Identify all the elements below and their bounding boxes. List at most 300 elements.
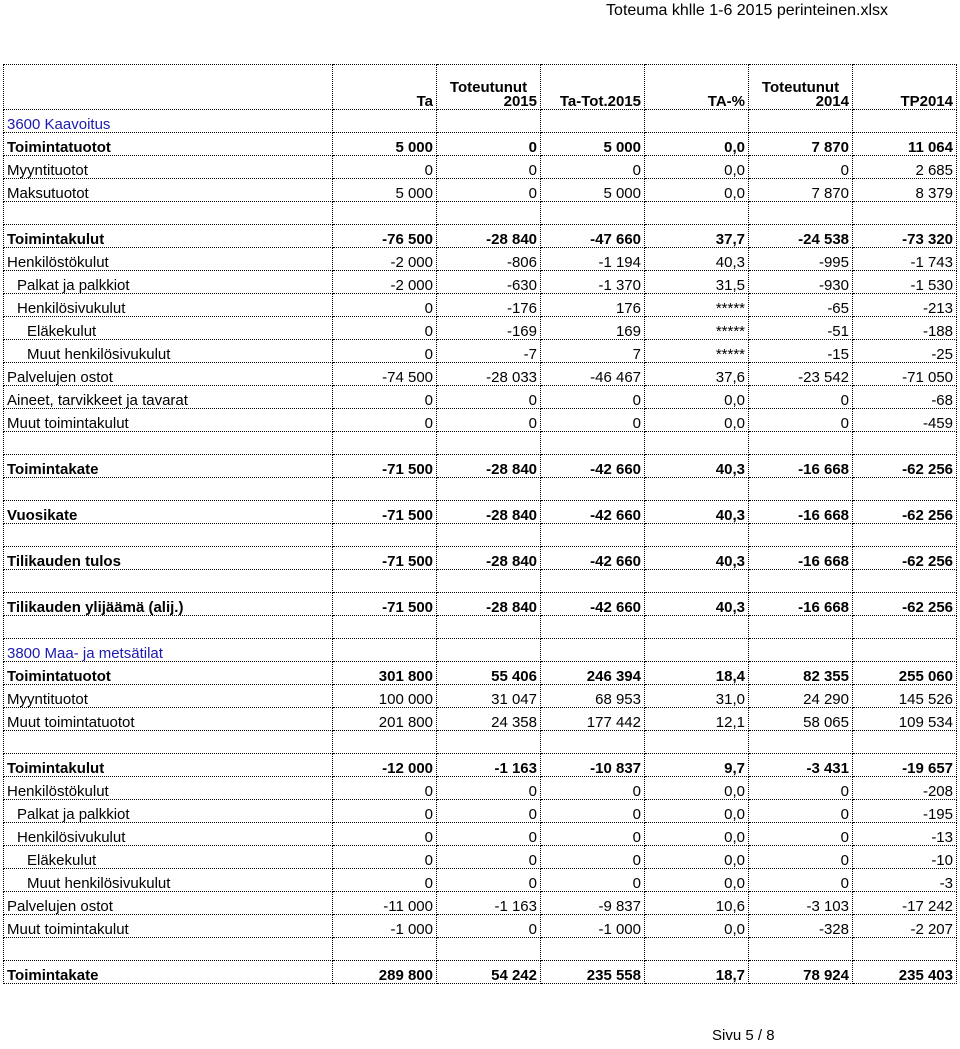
cell-ta-tot: -42 660: [541, 501, 645, 524]
cell-toteutunut-2014: [749, 616, 853, 639]
cell-ta-percent: 0,0: [645, 777, 749, 800]
cell-tp2014: [853, 570, 957, 593]
table-row: [4, 363, 957, 386]
spacer-row: [4, 478, 957, 501]
cell-toteutunut-2014: -930: [749, 271, 853, 294]
row-label: [4, 202, 333, 225]
cell-ta: -11 000: [333, 892, 437, 915]
row-label: Muut henkilösivukulut: [4, 869, 333, 892]
cell-ta-percent: 31,0: [645, 685, 749, 708]
cell-ta-percent: 0,0: [645, 846, 749, 869]
cell-ta-tot: [541, 524, 645, 547]
cell-ta-percent: 31,5: [645, 271, 749, 294]
cell-ta: [333, 202, 437, 225]
cell-ta: 301 800: [333, 662, 437, 685]
header-ta: [333, 65, 437, 110]
cell-tp2014: [853, 478, 957, 501]
cell-toteutunut-2014: -16 668: [749, 455, 853, 478]
cell-toteutunut-2014: [749, 639, 853, 662]
cell-tp2014: 109 534: [853, 708, 957, 731]
cell-tp2014: [853, 639, 957, 662]
cell-ta-tot: -42 660: [541, 593, 645, 616]
row-label: Palkat ja palkkiot: [4, 271, 333, 294]
cell-ta-percent: *****: [645, 340, 749, 363]
cell-toteutunut-2014: -995: [749, 248, 853, 271]
spreadsheet: [3, 64, 957, 984]
table-row: [4, 271, 957, 294]
cell-toteutunut-2015: [437, 432, 541, 455]
cell-ta: 0: [333, 156, 437, 179]
cell-tp2014: -62 256: [853, 547, 957, 570]
section-header-row: [4, 639, 957, 662]
cell-ta: -74 500: [333, 363, 437, 386]
cell-ta-tot: 0: [541, 823, 645, 846]
cell-ta-tot: -1 370: [541, 271, 645, 294]
cell-ta-percent: 18,4: [645, 662, 749, 685]
cell-ta-tot: 0: [541, 846, 645, 869]
cell-ta-percent: *****: [645, 294, 749, 317]
cell-tp2014: -17 242: [853, 892, 957, 915]
cell-tp2014: -213: [853, 294, 957, 317]
cell-toteutunut-2014: 0: [749, 800, 853, 823]
cell-ta-tot: [541, 938, 645, 961]
row-label: Palvelujen ostot: [4, 363, 333, 386]
cell-toteutunut-2014: 0: [749, 777, 853, 800]
cell-tp2014: [853, 731, 957, 754]
row-label: Henkilöstökulut: [4, 777, 333, 800]
cell-toteutunut-2015: -28 840: [437, 455, 541, 478]
table-row: [4, 708, 957, 731]
cell-toteutunut-2014: -16 668: [749, 593, 853, 616]
row-label: Myyntituotot: [4, 685, 333, 708]
cell-ta-tot: 176: [541, 294, 645, 317]
cell-tp2014: -62 256: [853, 501, 957, 524]
cell-toteutunut-2015: -1 163: [437, 754, 541, 777]
cell-tp2014: [853, 938, 957, 961]
row-label: Eläkekulut: [4, 317, 333, 340]
table-row: [4, 547, 957, 570]
cell-ta-percent: [645, 731, 749, 754]
cell-toteutunut-2015: [437, 524, 541, 547]
cell-ta: 0: [333, 294, 437, 317]
cell-ta-percent: 10,6: [645, 892, 749, 915]
cell-toteutunut-2014: -16 668: [749, 501, 853, 524]
cell-toteutunut-2015: -806: [437, 248, 541, 271]
cell-ta: [333, 432, 437, 455]
cell-tp2014: [853, 616, 957, 639]
spacer-row: [4, 570, 957, 593]
header-ta-percent: [645, 65, 749, 110]
cell-ta-percent: 40,3: [645, 547, 749, 570]
cell-ta: -1 000: [333, 915, 437, 938]
cell-ta-percent: 40,3: [645, 455, 749, 478]
cell-ta-percent: 0,0: [645, 869, 749, 892]
cell-tp2014: -195: [853, 800, 957, 823]
cell-ta: 0: [333, 409, 437, 432]
cell-ta-percent: [645, 432, 749, 455]
header-tp2014-bottom: TP2014: [900, 93, 953, 110]
cell-toteutunut-2014: -328: [749, 915, 853, 938]
cell-toteutunut-2015: -28 840: [437, 547, 541, 570]
cell-ta: -71 500: [333, 593, 437, 616]
cell-tp2014: -208: [853, 777, 957, 800]
header-toteutunut-2015-bottom: 2015: [503, 93, 537, 110]
cell-ta-percent: 40,3: [645, 501, 749, 524]
cell-toteutunut-2015: 0: [437, 133, 541, 156]
cell-ta: 5 000: [333, 179, 437, 202]
cell-toteutunut-2015: -28 840: [437, 501, 541, 524]
cell-toteutunut-2014: [749, 731, 853, 754]
cell-ta-tot: [541, 110, 645, 133]
row-label: Toimintakate: [4, 961, 333, 984]
row-label: Henkilösivukulut: [4, 294, 333, 317]
table-row: [4, 225, 957, 248]
cell-toteutunut-2014: [749, 110, 853, 133]
row-label: Muut toimintakulut: [4, 409, 333, 432]
row-label: Tilikauden ylijäämä (alij.): [4, 593, 333, 616]
table-row: [4, 593, 957, 616]
cell-ta-percent: [645, 570, 749, 593]
cell-toteutunut-2015: [437, 110, 541, 133]
cell-toteutunut-2015: 24 358: [437, 708, 541, 731]
cell-toteutunut-2014: 78 924: [749, 961, 853, 984]
row-label: Muut toimintatuotot: [4, 708, 333, 731]
cell-ta: 0: [333, 340, 437, 363]
cell-ta: -2 000: [333, 271, 437, 294]
cell-toteutunut-2015: 54 242: [437, 961, 541, 984]
table-body: [4, 110, 957, 984]
cell-ta-tot: 5 000: [541, 179, 645, 202]
cell-tp2014: [853, 432, 957, 455]
cell-ta-tot: [541, 570, 645, 593]
header-row: [4, 65, 957, 110]
cell-ta: 0: [333, 823, 437, 846]
table-row: [4, 340, 957, 363]
cell-toteutunut-2014: -3 103: [749, 892, 853, 915]
cell-toteutunut-2014: [749, 524, 853, 547]
cell-toteutunut-2014: 24 290: [749, 685, 853, 708]
table-row: [4, 800, 957, 823]
cell-ta: [333, 478, 437, 501]
cell-tp2014: 11 064: [853, 133, 957, 156]
cell-toteutunut-2014: -65: [749, 294, 853, 317]
cell-toteutunut-2014: -23 542: [749, 363, 853, 386]
cell-ta-tot: 7: [541, 340, 645, 363]
spacer-row: [4, 938, 957, 961]
row-label: Toimintakulut: [4, 754, 333, 777]
cell-toteutunut-2015: 0: [437, 179, 541, 202]
cell-ta-percent: [645, 938, 749, 961]
cell-toteutunut-2015: [437, 938, 541, 961]
cell-toteutunut-2015: 0: [437, 915, 541, 938]
cell-ta: -71 500: [333, 501, 437, 524]
cell-ta-percent: 12,1: [645, 708, 749, 731]
header-toteutunut-2015-top: Toteutunut: [449, 79, 528, 96]
cell-toteutunut-2014: 0: [749, 409, 853, 432]
row-label: Muut henkilösivukulut: [4, 340, 333, 363]
cell-toteutunut-2014: [749, 202, 853, 225]
row-label: 3600 Kaavoitus: [4, 110, 333, 133]
cell-ta: 201 800: [333, 708, 437, 731]
cell-ta: [333, 938, 437, 961]
cell-ta: [333, 524, 437, 547]
cell-toteutunut-2014: 82 355: [749, 662, 853, 685]
row-label: Tilikauden tulos: [4, 547, 333, 570]
cell-toteutunut-2014: [749, 432, 853, 455]
table-row: [4, 685, 957, 708]
row-label: [4, 432, 333, 455]
cell-ta: 0: [333, 317, 437, 340]
cell-ta-percent: 0,0: [645, 409, 749, 432]
row-label: [4, 478, 333, 501]
cell-toteutunut-2015: -1 163: [437, 892, 541, 915]
cell-tp2014: -459: [853, 409, 957, 432]
cell-ta: 289 800: [333, 961, 437, 984]
cell-ta-percent: [645, 478, 749, 501]
row-label: [4, 731, 333, 754]
cell-ta: [333, 110, 437, 133]
row-label: Toimintakulut: [4, 225, 333, 248]
cell-ta-tot: -10 837: [541, 754, 645, 777]
row-label: 3800 Maa- ja metsätilat: [4, 639, 333, 662]
cell-ta-tot: 0: [541, 156, 645, 179]
cell-ta: [333, 639, 437, 662]
cell-ta-percent: 37,6: [645, 363, 749, 386]
table-row: [4, 156, 957, 179]
cell-tp2014: -1 743: [853, 248, 957, 271]
cell-ta: 5 000: [333, 133, 437, 156]
cell-tp2014: -62 256: [853, 455, 957, 478]
header-toteutunut-2015: [437, 65, 541, 110]
cell-toteutunut-2015: [437, 731, 541, 754]
cell-ta-percent: 0,0: [645, 823, 749, 846]
row-label: Eläkekulut: [4, 846, 333, 869]
cell-tp2014: [853, 202, 957, 225]
header-ta-tot: [541, 65, 645, 110]
cell-toteutunut-2014: 0: [749, 846, 853, 869]
row-label: Toimintatuotot: [4, 133, 333, 156]
cell-ta-tot: [541, 202, 645, 225]
cell-ta: [333, 731, 437, 754]
table-row: [4, 409, 957, 432]
row-label: Toimintatuotot: [4, 662, 333, 685]
cell-tp2014: 235 403: [853, 961, 957, 984]
cell-ta-tot: 177 442: [541, 708, 645, 731]
cell-ta-percent: 0,0: [645, 915, 749, 938]
cell-toteutunut-2015: [437, 616, 541, 639]
cell-toteutunut-2015: 0: [437, 823, 541, 846]
table-row: [4, 294, 957, 317]
header-tp2014: [853, 65, 957, 110]
cell-ta: 100 000: [333, 685, 437, 708]
document-title: Toteuma khlle 1-6 2015 perinteinen.xlsx: [606, 2, 888, 19]
cell-toteutunut-2015: 0: [437, 156, 541, 179]
cell-ta-percent: [645, 202, 749, 225]
cell-ta-percent: [645, 616, 749, 639]
header-ta-bottom: Ta: [416, 93, 433, 110]
cell-ta-tot: [541, 731, 645, 754]
cell-toteutunut-2015: -176: [437, 294, 541, 317]
table-row: [4, 777, 957, 800]
cell-ta-tot: -1 194: [541, 248, 645, 271]
cell-ta-tot: 5 000: [541, 133, 645, 156]
cell-ta-tot: [541, 478, 645, 501]
cell-ta: 0: [333, 869, 437, 892]
table-row: [4, 386, 957, 409]
cell-tp2014: -3: [853, 869, 957, 892]
budget-table: [3, 64, 957, 984]
header-ta-percent-bottom: TA-%: [707, 93, 745, 110]
cell-ta: -2 000: [333, 248, 437, 271]
row-label: Henkilöstökulut: [4, 248, 333, 271]
row-label: [4, 570, 333, 593]
table-row: [4, 961, 957, 984]
cell-ta-tot: 235 558: [541, 961, 645, 984]
cell-toteutunut-2015: [437, 570, 541, 593]
cell-toteutunut-2014: -3 431: [749, 754, 853, 777]
cell-ta: -12 000: [333, 754, 437, 777]
cell-ta-tot: 0: [541, 386, 645, 409]
cell-tp2014: -71 050: [853, 363, 957, 386]
spacer-row: [4, 616, 957, 639]
cell-ta: 0: [333, 777, 437, 800]
cell-toteutunut-2014: [749, 570, 853, 593]
header-label-cell: [4, 65, 333, 110]
cell-tp2014: 8 379: [853, 179, 957, 202]
cell-ta-tot: 68 953: [541, 685, 645, 708]
cell-toteutunut-2015: 31 047: [437, 685, 541, 708]
cell-tp2014: -2 207: [853, 915, 957, 938]
cell-toteutunut-2014: 0: [749, 386, 853, 409]
row-label: [4, 938, 333, 961]
cell-tp2014: 2 685: [853, 156, 957, 179]
cell-ta-tot: -9 837: [541, 892, 645, 915]
table-row: [4, 662, 957, 685]
cell-toteutunut-2014: 0: [749, 823, 853, 846]
cell-toteutunut-2015: -28 840: [437, 593, 541, 616]
cell-toteutunut-2015: [437, 478, 541, 501]
cell-tp2014: -25: [853, 340, 957, 363]
cell-toteutunut-2014: 7 870: [749, 133, 853, 156]
table-row: [4, 892, 957, 915]
cell-toteutunut-2015: 55 406: [437, 662, 541, 685]
cell-ta-percent: 18,7: [645, 961, 749, 984]
row-label: Maksutuotot: [4, 179, 333, 202]
header-ta-tot-bottom: Ta-Tot.2015: [559, 93, 641, 110]
table-row: [4, 501, 957, 524]
cell-tp2014: -19 657: [853, 754, 957, 777]
cell-toteutunut-2015: [437, 639, 541, 662]
header-toteutunut-2014: [749, 65, 853, 110]
cell-ta: [333, 616, 437, 639]
cell-toteutunut-2015: -28 033: [437, 363, 541, 386]
table-row: [4, 133, 957, 156]
cell-toteutunut-2014: -51: [749, 317, 853, 340]
cell-ta-tot: 0: [541, 777, 645, 800]
row-label: [4, 524, 333, 547]
cell-toteutunut-2015: 0: [437, 846, 541, 869]
row-label: Palkat ja palkkiot: [4, 800, 333, 823]
row-label: Muut toimintakulut: [4, 915, 333, 938]
cell-toteutunut-2015: -28 840: [437, 225, 541, 248]
cell-tp2014: -188: [853, 317, 957, 340]
cell-tp2014: [853, 524, 957, 547]
cell-ta-tot: [541, 616, 645, 639]
cell-tp2014: -10: [853, 846, 957, 869]
cell-toteutunut-2015: 0: [437, 869, 541, 892]
row-label: Myyntituotot: [4, 156, 333, 179]
section-header-row: [4, 110, 957, 133]
cell-toteutunut-2014: 0: [749, 156, 853, 179]
cell-toteutunut-2015: 0: [437, 800, 541, 823]
table-row: [4, 846, 957, 869]
cell-toteutunut-2014: 7 870: [749, 179, 853, 202]
header-toteutunut-2014-top: Toteutunut: [761, 79, 840, 96]
row-label: Aineet, tarvikkeet ja tavarat: [4, 386, 333, 409]
row-label: Vuosikate: [4, 501, 333, 524]
cell-ta-percent: 40,3: [645, 593, 749, 616]
cell-toteutunut-2014: -24 538: [749, 225, 853, 248]
page-number: Sivu 5 / 8: [712, 1027, 775, 1044]
cell-tp2014: [853, 110, 957, 133]
cell-ta: -71 500: [333, 547, 437, 570]
table-row: [4, 317, 957, 340]
spacer-row: [4, 202, 957, 225]
cell-ta-tot: [541, 639, 645, 662]
cell-ta: -71 500: [333, 455, 437, 478]
cell-ta-tot: 0: [541, 409, 645, 432]
cell-toteutunut-2015: [437, 202, 541, 225]
cell-toteutunut-2015: -7: [437, 340, 541, 363]
cell-tp2014: 145 526: [853, 685, 957, 708]
cell-ta-percent: 0,0: [645, 179, 749, 202]
spacer-row: [4, 524, 957, 547]
cell-ta: -76 500: [333, 225, 437, 248]
table-row: [4, 248, 957, 271]
cell-toteutunut-2014: -15: [749, 340, 853, 363]
cell-toteutunut-2015: 0: [437, 777, 541, 800]
cell-toteutunut-2014: [749, 478, 853, 501]
cell-toteutunut-2014: 0: [749, 869, 853, 892]
cell-ta-tot: -42 660: [541, 547, 645, 570]
table-row: [4, 823, 957, 846]
cell-ta-percent: 0,0: [645, 386, 749, 409]
cell-ta-percent: 9,7: [645, 754, 749, 777]
cell-ta-percent: *****: [645, 317, 749, 340]
cell-toteutunut-2015: 0: [437, 409, 541, 432]
cell-toteutunut-2015: -630: [437, 271, 541, 294]
cell-ta-percent: 0,0: [645, 156, 749, 179]
cell-ta-percent: 40,3: [645, 248, 749, 271]
cell-toteutunut-2015: -169: [437, 317, 541, 340]
table-row: [4, 869, 957, 892]
cell-toteutunut-2014: -16 668: [749, 547, 853, 570]
cell-ta-tot: -46 467: [541, 363, 645, 386]
cell-ta-tot: -1 000: [541, 915, 645, 938]
cell-ta-tot: [541, 432, 645, 455]
row-label: [4, 616, 333, 639]
cell-ta-tot: 246 394: [541, 662, 645, 685]
cell-ta-tot: 169: [541, 317, 645, 340]
cell-ta-tot: 0: [541, 800, 645, 823]
cell-tp2014: -1 530: [853, 271, 957, 294]
cell-tp2014: -62 256: [853, 593, 957, 616]
cell-ta-tot: -47 660: [541, 225, 645, 248]
cell-ta: [333, 570, 437, 593]
cell-tp2014: 255 060: [853, 662, 957, 685]
cell-ta-percent: [645, 524, 749, 547]
cell-ta-percent: [645, 110, 749, 133]
